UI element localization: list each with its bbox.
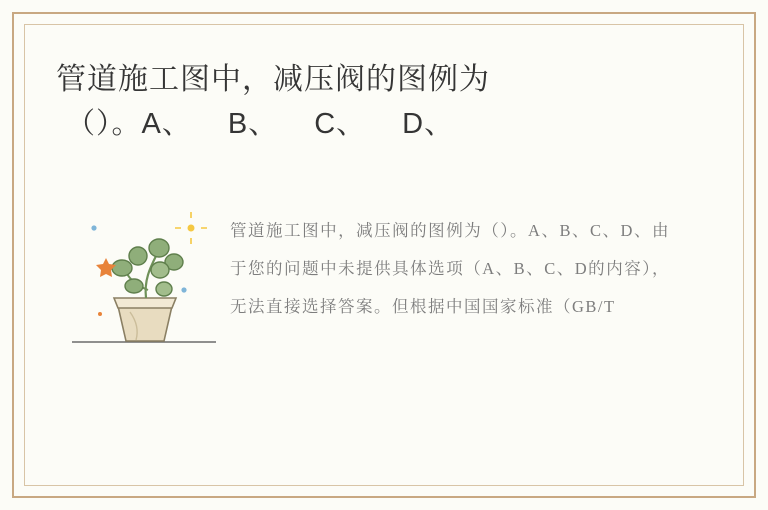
question-blank-prefix: （）。 — [66, 108, 142, 140]
question-title-line-1: 管道施工图中，减压阀的图例为 — [56, 63, 490, 96]
document-content — [34, 34, 734, 476]
question-title-line-2 — [56, 102, 696, 146]
option-b-label: B、 — [227, 108, 279, 140]
option-d-label: D、 — [402, 108, 455, 140]
answer-body-text — [230, 212, 670, 326]
answer-paragraph: 管道施工图中，减压阀的图例为（）。A、B、C、D、由于您的问题中未提供具体选项（A、B、C、D的内容），无法直接选择答案。但根据中国国家标准（GB/T — [230, 221, 670, 316]
question-title — [56, 58, 696, 146]
option-c-label: C、 — [314, 108, 367, 140]
potted-plant-illustration — [64, 194, 224, 354]
option-a-label: A、 — [141, 108, 192, 140]
